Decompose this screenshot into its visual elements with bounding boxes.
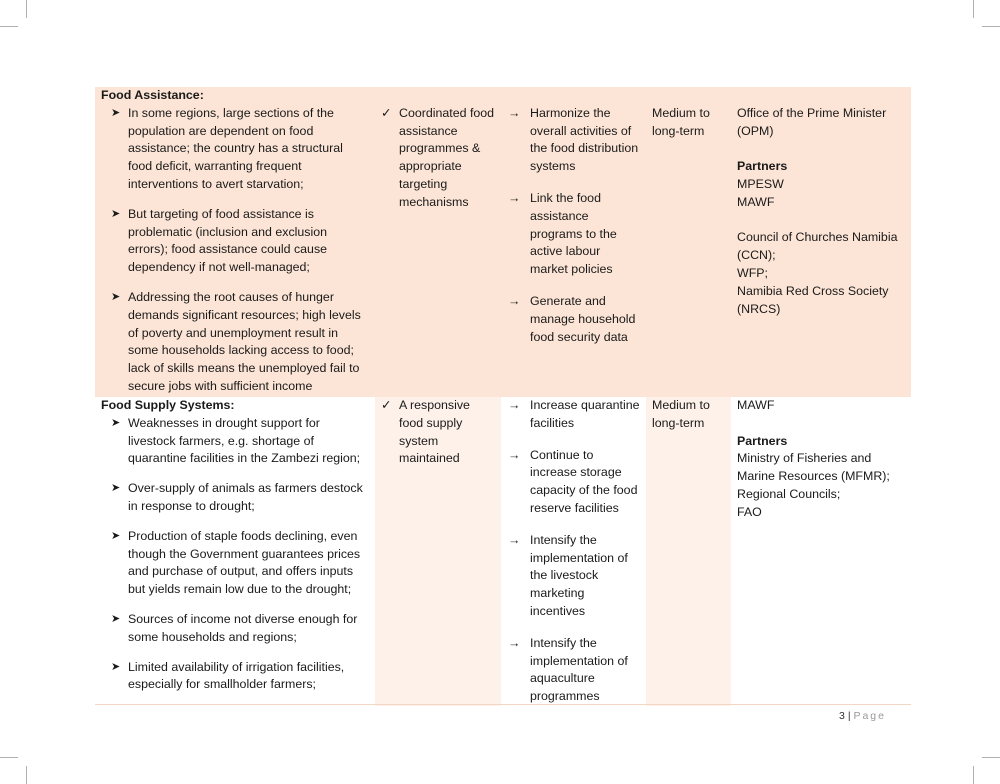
list-item: ➤ But targeting of food assistance is problematic (inclusion and exclusion errors); food assistance could cause dependency if not well-managed;	[111, 206, 328, 275]
list-item: → Intensify the implementation of the livestock marketing incentives	[508, 532, 628, 618]
arrowhead-bullet-icon: ➤	[111, 612, 121, 625]
issue-list	[101, 105, 369, 396]
footer-divider	[95, 704, 911, 705]
right-arrow-icon: →	[508, 105, 521, 120]
list-item: → Harmonize the overall activities of the food distribution systems	[508, 105, 639, 174]
crop-mark	[973, 0, 974, 18]
right-arrow-icon: →	[508, 532, 521, 547]
issues-cell	[95, 87, 375, 397]
list-item: ➤ Addressing the root causes of hunger demands significant resources; high levels of poverty and unemployment result in some households lacking access to food; lack of skills means the unemployed fail to secure jobs with sufficient income	[111, 289, 361, 393]
responsible-cell	[731, 397, 911, 706]
list-item: ➤ Production of staple foods declining, even though the Government guarantees prices and purchase of output, and offers inputs but yields remain low due to the drought;	[111, 528, 361, 597]
list-item: ➤ Weaknesses in drought support for livestock farmers, e.g. shortage of quarantine facilities in the Zambezi region;	[111, 415, 361, 466]
action-list	[507, 397, 640, 706]
partner-item: MPESW	[737, 176, 784, 191]
section-heading: Food Assistance:	[101, 88, 204, 102]
lead-agency: Office of the Prime Minister (OPM)	[737, 105, 887, 138]
right-arrow-icon: →	[508, 293, 521, 308]
crop-mark	[0, 26, 18, 27]
timeframe-cell	[646, 87, 731, 397]
list-item: → Continue to increase storage capacity of the food reserve facilities	[508, 447, 638, 515]
arrowhead-bullet-icon: ➤	[111, 290, 121, 303]
partners-label: Partners	[737, 433, 788, 448]
crop-mark	[982, 757, 1000, 758]
actions-cell	[501, 87, 646, 397]
list-item: ✓ A responsive food supply system maintained	[381, 398, 470, 466]
list-item: ➤ In some regions, large sections of the population are dependent on food assistance; the country has a structural food deficit, warranting frequent interventions to avert starvation;	[111, 105, 343, 191]
list-item: → Increase quarantine facilities	[508, 398, 640, 430]
crop-mark	[0, 757, 18, 758]
responsible-cell	[731, 87, 911, 397]
table-row	[95, 397, 911, 706]
page-word: Page	[853, 710, 886, 722]
right-arrow-icon: →	[508, 398, 521, 412]
arrowhead-bullet-icon: ➤	[111, 416, 121, 429]
list-item: → Generate and manage household food security data	[508, 293, 636, 344]
partners-label: Partners	[737, 159, 788, 174]
partner-item: Ministry of Fisheries and Marine Resources (MFMR);	[737, 451, 890, 484]
arrowhead-bullet-icon: ➤	[111, 207, 121, 220]
outcome-list	[381, 105, 495, 212]
page-number: 3 | Page	[839, 710, 886, 722]
right-arrow-icon: →	[508, 447, 521, 462]
outcome-cell	[375, 397, 501, 706]
arrowhead-bullet-icon: ➤	[111, 482, 121, 495]
checkmark-icon: ✓	[381, 398, 392, 412]
outcome-list	[381, 397, 495, 468]
action-list	[507, 105, 640, 347]
crop-mark	[26, 0, 27, 18]
right-arrow-icon: →	[508, 190, 521, 205]
partner-item: Namibia Red Cross Society (NRCS)	[737, 283, 889, 316]
timeframe-text: Medium to long-term	[652, 105, 710, 138]
issues-cell	[95, 397, 375, 706]
list-item: ➤ Over-supply of animals as farmers destock in response to drought;	[111, 481, 363, 513]
outcome-cell	[375, 87, 501, 397]
right-arrow-icon: →	[508, 635, 521, 650]
arrowhead-bullet-icon: ➤	[111, 529, 121, 542]
table-row	[95, 87, 911, 397]
arrowhead-bullet-icon: ➤	[111, 106, 121, 119]
crop-mark	[26, 766, 27, 784]
actions-cell	[501, 397, 646, 706]
action-plan-table	[95, 87, 911, 706]
issue-list	[101, 415, 369, 694]
partner-item: FAO	[737, 504, 762, 519]
lead-agency: MAWF	[737, 398, 775, 412]
partner-item: Regional Councils;	[737, 486, 841, 501]
partner-item: WFP;	[737, 265, 768, 280]
checkmark-icon: ✓	[381, 105, 392, 120]
arrowhead-bullet-icon: ➤	[111, 660, 121, 673]
section-heading: Food Supply Systems:	[101, 398, 235, 412]
timeframe-text: Medium to long-term	[652, 398, 710, 430]
list-item: → Link the food assistance programs to the active labour market policies	[508, 190, 617, 277]
crop-mark	[982, 26, 1000, 27]
partner-item: Council of Churches Namibia (CCN);	[737, 230, 898, 263]
list-item: ➤ Limited availability of irrigation facilities, especially for smallholder farmers;	[111, 659, 345, 692]
timeframe-cell	[646, 397, 731, 706]
list-item: ✓ Coordinated food assistance programmes & appropriate targeting mechanisms	[381, 105, 495, 209]
list-item: → Intensify the implementation of aquaculture programmes	[508, 635, 628, 704]
partner-item: MAWF	[737, 194, 775, 209]
list-item: ➤ Sources of income not diverse enough for some households and regions;	[111, 611, 358, 644]
crop-mark	[973, 766, 974, 784]
